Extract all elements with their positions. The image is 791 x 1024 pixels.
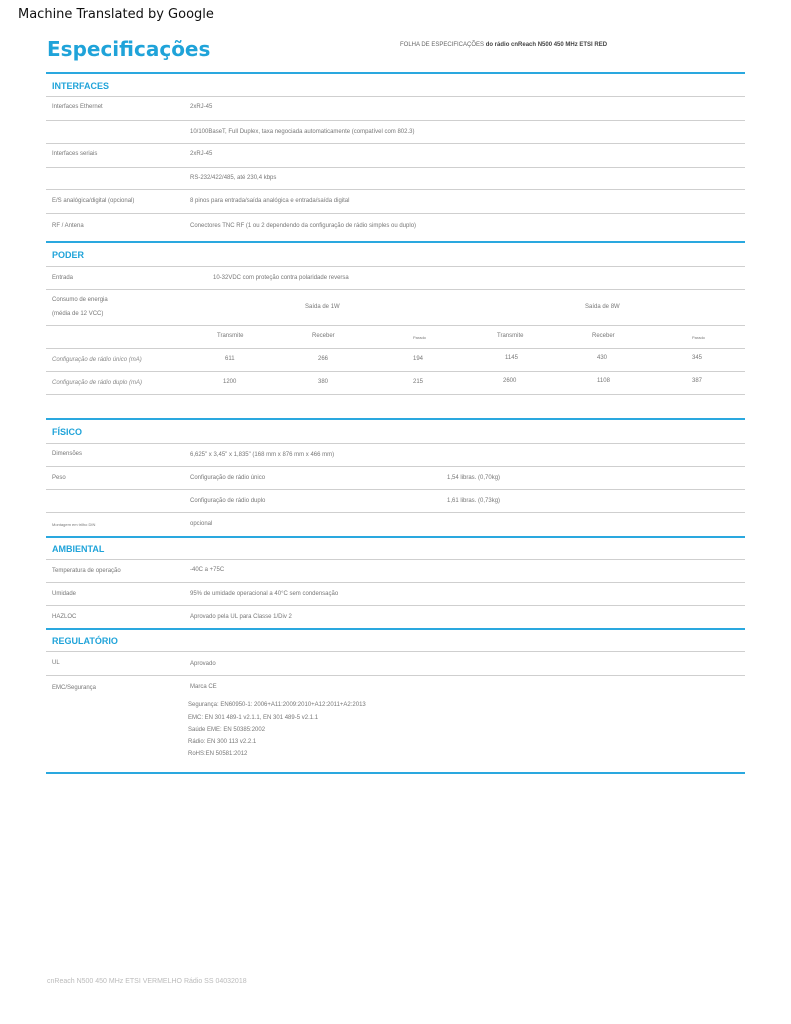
col-parado-8w: Parado — [692, 335, 705, 340]
cell-duplo-receber-8w: 1108 — [597, 378, 610, 384]
row-divider — [46, 443, 745, 444]
compliance-line: Rádio: EN 300 113 v2.2.1 — [188, 739, 257, 745]
es-label: E/S analógica/digital (opcional) — [52, 198, 135, 204]
document-subtitle — [400, 42, 607, 48]
row-divider — [46, 512, 745, 513]
section-rule — [46, 241, 745, 243]
es-value: 8 pinos para entrada/saída analógica e entrada/saída digital — [190, 198, 350, 204]
ul-value: Aprovado — [190, 661, 216, 667]
col-receber-8w: Receber — [592, 333, 615, 339]
section-rule — [46, 772, 745, 774]
umidade-value: 95% de umidade operacional a 40°C sem condensação — [190, 591, 339, 597]
peso-unico-value: 1,54 libras. (0,70kg) — [447, 475, 501, 481]
din-value: opcional — [190, 521, 213, 527]
row-divider — [46, 651, 745, 652]
translation-banner: Machine Translated by Google — [18, 7, 214, 22]
row-divider — [46, 348, 745, 349]
ethernet-value: 2xRJ-45 — [190, 104, 213, 110]
hazloc-value: Aprovado pela UL para Classe 1/Div 2 — [190, 614, 292, 620]
peso-duplo-value: 1,61 libras. (0,73kg) — [447, 498, 501, 504]
col-receber-1w: Receber — [312, 333, 335, 339]
row-divider — [46, 189, 745, 190]
consumo-sublabel: (média de 12 VCC) — [52, 311, 104, 317]
serial-label: Interfaces seriais — [52, 151, 98, 157]
cell-unico-receber-1w: 266 — [318, 356, 329, 362]
row-divider — [46, 489, 745, 490]
row-divider — [46, 266, 745, 267]
row-divider — [46, 371, 745, 372]
cell-unico-parado-8w: 345 — [692, 355, 703, 361]
section-heading-poder: PODER — [52, 250, 85, 260]
ul-label: UL — [52, 660, 60, 666]
page-title: Especificações — [47, 37, 211, 61]
emc-label: EMC/Segurança — [52, 685, 97, 691]
row-divider — [46, 143, 745, 144]
section-heading-interfaces: INTERFACES — [52, 81, 110, 91]
cell-unico-parado-1w: 194 — [413, 356, 424, 362]
cell-unico-transmite-1w: 611 — [225, 356, 235, 362]
temp-value: -40C a +75C — [190, 567, 225, 573]
peso-duplo-label: Configuração de rádio duplo — [190, 498, 266, 504]
row-divider — [46, 559, 745, 560]
saida-1w-header: Saída de 1W — [305, 304, 340, 310]
section-rule — [46, 418, 745, 420]
entrada-label: Entrada — [52, 275, 74, 281]
emc-value: Marca CE — [190, 684, 217, 690]
section-heading-regulatorio: REGULATÓRIO — [52, 636, 118, 646]
hazloc-label: HAZLOC — [52, 614, 77, 620]
entrada-value: 10-32VDC com proteção contra polaridade reversa — [213, 275, 349, 281]
dimensoes-value: 6,625" x 3,45" x 1,835" (168 mm x 876 mm x 466 mm) — [190, 452, 335, 458]
cell-duplo-parado-8w: 387 — [692, 378, 703, 384]
compliance-line: Saúde EME: EN 50385:2002 — [188, 727, 266, 733]
col-transmite-8w: Transmite — [497, 333, 524, 339]
cell-duplo-transmite-1w: 1200 — [223, 379, 237, 385]
row-divider — [46, 582, 745, 583]
saida-8w-header: Saída de 8W — [585, 304, 620, 310]
section-rule — [46, 536, 745, 538]
serial-detail: RS-232/422/485, até 230,4 kbps — [190, 175, 277, 181]
section-heading-ambiental: AMBIENTAL — [52, 544, 105, 554]
section-rule — [46, 72, 745, 74]
row-unico-label: Configuração de rádio único (mA) — [52, 357, 142, 363]
col-parado-1w: Parado — [413, 335, 426, 340]
peso-unico-label: Configuração de rádio único — [190, 475, 266, 481]
page-footer: cnReach N500 450 MHz ETSI VERMELHO Rádio SS 04032018 — [47, 978, 247, 985]
peso-label: Peso — [52, 475, 66, 481]
rf-value: Conectores TNC RF (1 ou 2 dependendo da configuração de rádio simples ou duplo) — [190, 223, 417, 229]
col-transmite-1w: Transmite — [217, 333, 244, 339]
doc-product: do rádio cnReach N500 450 MHz ETSI RED — [485, 42, 608, 48]
din-label: Montagem em trilho DIN — [52, 522, 96, 527]
row-divider — [46, 167, 745, 168]
dimensoes-label: Dimensões — [52, 451, 83, 457]
umidade-label: Umidade — [52, 591, 77, 597]
section-rule — [46, 628, 745, 630]
row-divider — [46, 325, 745, 326]
compliance-line: EMC: EN 301 489-1 v2.1.1, EN 301 489-5 v2.1.1 — [188, 715, 319, 721]
cell-unico-receber-8w: 430 — [597, 355, 608, 361]
serial-value: 2xRJ-45 — [190, 151, 213, 157]
cell-duplo-parado-1w: 215 — [413, 379, 424, 385]
ethernet-detail: 10/100BaseT, Full Duplex, taxa negociada automaticamente (compatível com 802.3) — [190, 129, 415, 135]
rf-label: RF / Antena — [52, 223, 84, 229]
section-heading-fisico: FÍSICO — [52, 427, 83, 437]
compliance-line: Segurança: EN60950-1: 2006+A11:2009:2010+A12:2011+A2:2013 — [188, 702, 366, 708]
consumo-label: Consumo de energia — [52, 297, 108, 303]
row-divider — [46, 120, 745, 121]
cell-duplo-receber-1w: 380 — [318, 379, 329, 385]
temp-label: Temperatura de operação — [52, 568, 121, 574]
doc-prefix: FOLHA DE ESPECIFICAÇÕES — [400, 42, 486, 48]
row-divider — [46, 605, 745, 606]
row-divider — [46, 289, 745, 290]
row-divider — [46, 394, 745, 395]
row-divider — [46, 675, 745, 676]
row-divider — [46, 466, 745, 467]
row-duplo-label: Configuração de rádio duplo (mA) — [52, 380, 143, 386]
ethernet-label: Interfaces Ethernet — [52, 104, 103, 110]
compliance-line: RoHS:EN 50581:2012 — [188, 751, 248, 757]
cell-duplo-transmite-8w: 2600 — [503, 378, 517, 384]
cell-unico-transmite-8w: 1145 — [505, 355, 518, 361]
row-divider — [46, 96, 745, 97]
row-divider — [46, 213, 745, 214]
